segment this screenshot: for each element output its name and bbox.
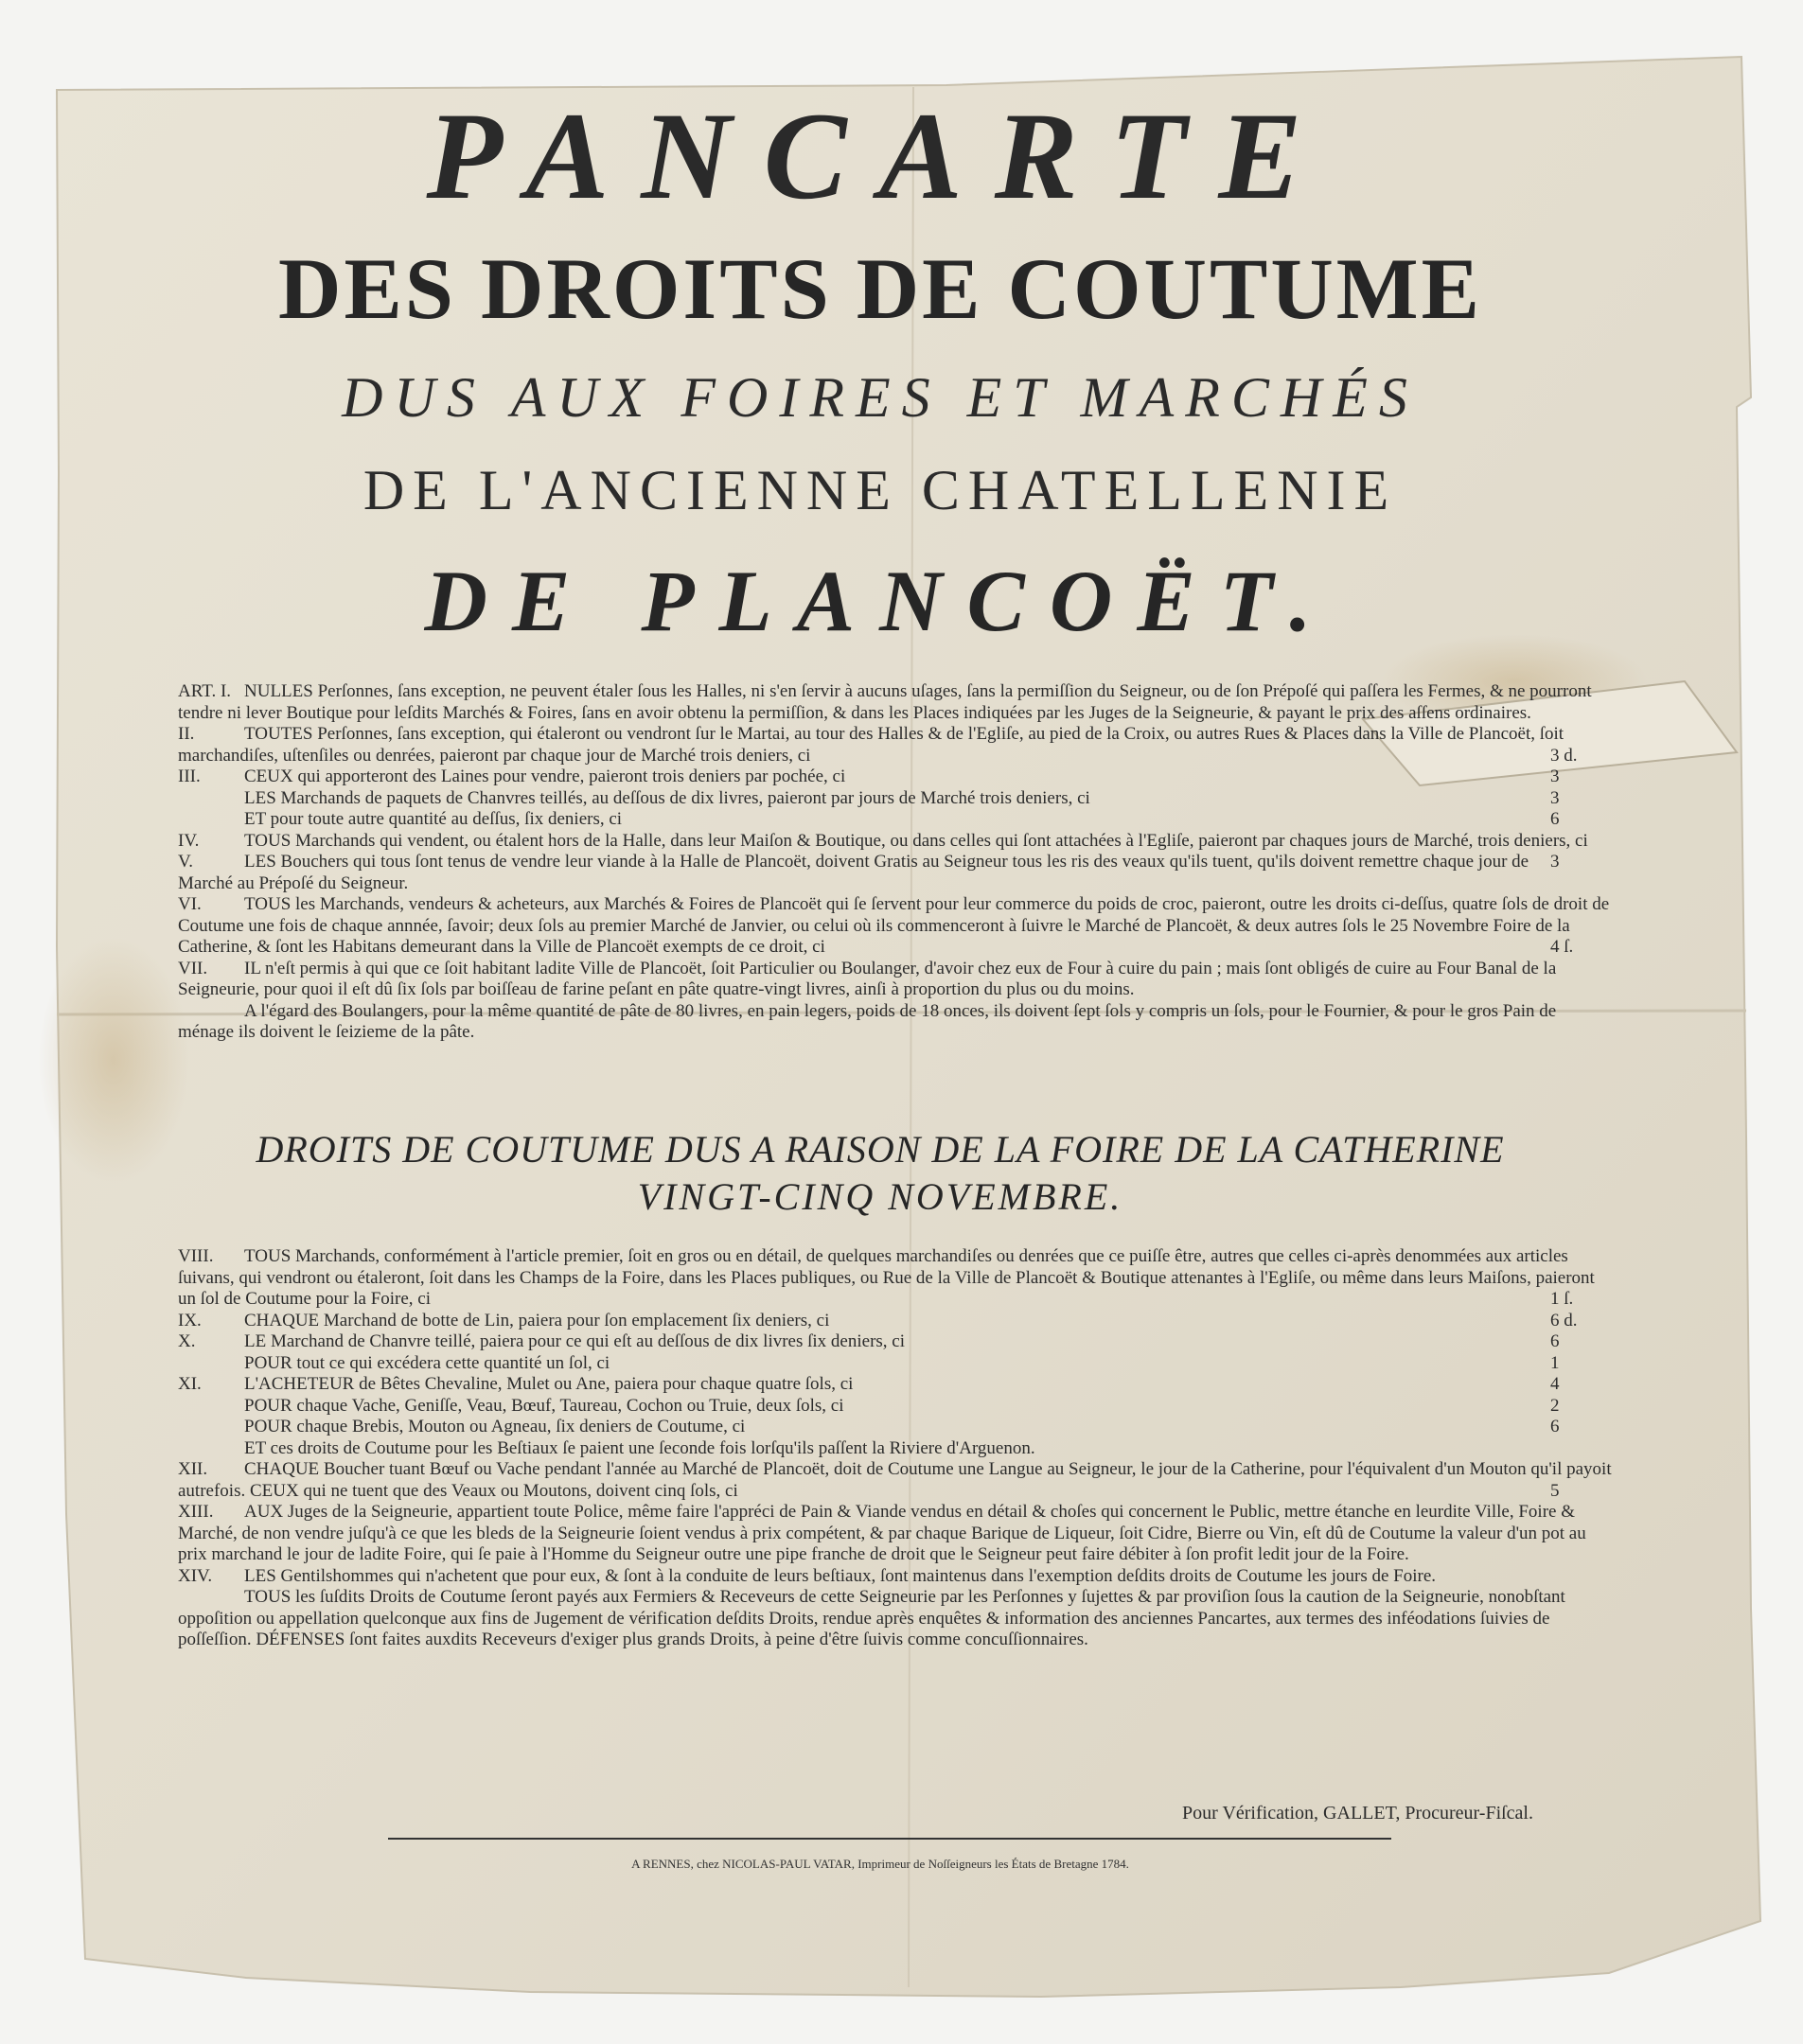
article-row: TOUS les ſuſdits Droits de Coutume ſeront payés aux Fermiers & Receveurs de cette Seigneurie par les Perſonnes y ſujettes & par proviſion ſous la caution de la Seigneurie, nonobſtant oppoſition ou appellation quelconque aux fins de Jugement de vérification deſdits Droits, rendue après enquêtes & information des anciennes Pancartes, aux termes des inféodations ſuivies de poſſeſſion. DÉFENSES ſont faites auxdits Receveurs d'exiger plus grands Droits, à peine d'être ſuivis comme concuſſionnaires. <box>178 1587 1565 1649</box>
printer-imprint: A RENNES, chez NICOLAS-PAUL VATAR, Imprimeur de Noſſeigneurs les États de Bretagne 1784. <box>631 1857 1129 1871</box>
title-droits-de-coutume: DES DROITS DE COUTUME <box>278 240 1482 337</box>
articles-section-1 <box>178 681 1617 1044</box>
article-row: III. CEUX qui apporteront des Laines pour vendre, paieront trois deniers par pochée, ci 3 <box>178 766 1560 786</box>
article-row: VI. TOUS les Marchands, vendeurs & acheteurs, aux Marchés & Foires de Plancoët qui ſe ſervent pour leur commerce du poids de croc, paieront, outre les droits ci-deſſus, quatre ſols de droit de Coutume une fois de chaque annnée, ſavoir; deux ſols au premier Marché de Janvier, ou celui où ils commenceront à ſuivre le Marché de Plancoët, & deux autres ſols le 25 Novembre Foire de la Catherine, & ſont les Habitans demeurant dans la Ville de Plancoët exempts de ce droit, ci 4 ſ. <box>178 894 1610 957</box>
article-row: V. LES Bouchers qui tous ſont tenus de vendre leur viande à la Halle de Plancoët, doivent Gratis au Seigneur tous les ris des veaux qu'ils tuent, qu'ils doivent remettre chaque jour de Marché au Prépoſé du Seigneur. <box>178 852 1529 893</box>
article-row: ART. I. NULLES Perſonnes, ſans exception, ne peuvent étaler ſous les Halles, ni s'en ſervir à aucuns uſages, ſans la permiſſion du Seigneur, ou de ſon Prépoſé qui paſſera les Fermes, & ne pourront tendre ni lever Boutique pour leſdits Marchés & Foires, ſans en avoir obtenu la permiſſion, & dans les Places indiquées par les Juges de la Seigneurie, & payant le prix des aſſens ordinaires. <box>178 681 1592 723</box>
article-row: X. LE Marchand de Chanvre teillé, paiera pour ce qui eſt au deſſous de dix livres ſix deniers, ci 6 <box>178 1331 1560 1351</box>
article-row: XII. CHAQUE Boucher tuant Bœuf ou Vache pendant l'année au Marché de Plancoët, doit de Coutume une Langue au Seigneur, le jour de la Catherine, pour l'équivalent d'un Mouton qu'il payoit autrefois. CEUX qui ne tuent que des Veaux ou Moutons, doivent cinq ſols, ci 5 <box>178 1459 1612 1501</box>
article-row: A l'égard des Boulangers, pour la même quantité de pâte de 80 livres, en pain legers, poids de 18 onces, ils doivent ſept ſols y compris un ſols, pour le Fournier, & pour le gros Pain de ménage ils doivent le ſeizieme de la pâte. <box>178 1000 1557 1042</box>
poster-content <box>142 76 1618 1968</box>
article-row: IX. CHAQUE Marchand de botte de Lin, paiera pour ſon emplacement ſix deniers, ci 6 d. <box>178 1310 1578 1330</box>
title-plancoet: DE PLANCOËT. <box>424 553 1336 649</box>
articles-section-2 <box>178 1246 1617 1651</box>
article-row: ET ces droits de Coutume pour les Beſtiaux ſe paient une ſeconde fois lorſqu'ils paſſent la Riviere d'Arguenon. <box>244 1437 1035 1458</box>
title-pancarte: PANCARTE <box>426 86 1335 225</box>
title-chatellenie: DE L'ANCIENNE CHATELLENIE <box>362 459 1398 521</box>
subtitle-vingt-cinq-novembre: VINGT-CINQ NOVEMBRE. <box>637 1175 1123 1218</box>
article-row: II. TOUTES Perſonnes, ſans exception, qui étaleront ou vendront ſur le Martai, au tour des Halles & de l'Egliſe, au pied de la Croix, ou autres Rues & Places dans la Ville de Plancoët, ſoit marchandiſes, uſtenſiles ou denrées, paieront par chaque jour de Marché trois deniers, ci 3 d. <box>178 724 1578 766</box>
article-row: VII. IL n'eſt permis à qui que ce ſoit habitant ladite Ville de Plancoët, ſoit Particulier ou Boulanger, d'avoir chez eux de Four à cuire du pain ; mais ſont obligés de cuire au Four Banal de la Seigneurie, pour quoi il eſt dû ſix ſols par boiſſeau de farine peſant en pâte quatre-vingt livres, ainſi à proportion du plus ou du moins. <box>178 958 1557 999</box>
article-row: XI. L'ACHETEUR de Bêtes Chevaline, Mulet ou Ane, paiera pour chaque quatre ſols, ci 4 <box>178 1374 1560 1394</box>
article-row: IV. TOUS Marchands qui vendent, ou étalent hors de la Halle, dans leur Maiſon & Boutique, ou dans celles qui ſont attachées à l'Egliſe, paieront par chaques jours de Marché, trois deniers, ci 3 <box>178 830 1588 872</box>
verification-signature: Pour Vérification, GALLET, Procureur-Fiſcal. <box>1182 1803 1533 1824</box>
divider-rule <box>388 1838 1391 1840</box>
title-foires-et-marches: DUS AUX FOIRES ET MARCHÉS <box>342 366 1419 429</box>
article-row: XIII. AUX Juges de la Seigneurie, appartient toute Police, même faire l'appréci de Pain & Viande vendus en détail & choſes qui concernent le Public, mettre étanche en leurdite Ville, Foire & Marché, de non vendre juſqu'à ce que les bleds de la Seigneurie ſoient vendus à prix compétent, & par chaque Barique de Liqueur, ſoit Cidre, Bierre ou Vin, eſt dû de Coutume la valeur d'un pot au prix marchand le jour de ladite Foire, qui ſe paie à l'Homme du Seigneur outre une pipe franche de droit que le Seigneur peut faire débiter à ſon profit ledit jour de la Foire. <box>178 1502 1586 1564</box>
article-row: POUR chaque Brebis, Mouton ou Agneau, ſix deniers de Coutume, ci 6 <box>244 1417 1560 1436</box>
article-row: POUR tout ce qui excédera cette quantité un ſol, ci 1 <box>244 1352 1560 1373</box>
article-row: XIV. LES Gentilshommes qui n'achetent que pour eux, & ſont à la conduite de leurs beſtiaux, ſont maintenus dans l'exemption deſdits droits de Coutume les jours de Foire. <box>178 1565 1437 1586</box>
article-row: POUR chaque Vache, Geniſſe, Veau, Bœuf, Taureau, Cochon ou Truie, deux ſols, ci 2 <box>244 1395 1560 1416</box>
article-row: VIII. TOUS Marchands, conformément à l'article premier, ſoit en gros ou en détail, de quelques marchandiſes ou denrées que ce puiſſe être, autres que celles ci-après denommées aux articles ſuivans, qui vendront ou étaleront, ſoit dans les Champs de la Foire, dans les Places publiques, ou Rue de la Ville de Plancoët & Boutique attenantes à l'Egliſe, ou même dans leurs Maiſons, paieront un ſol de Coutume pour la Foire, ci 1 ſ. <box>178 1246 1595 1309</box>
article-row: LES Marchands de paquets de Chanvres teillés, au deſſous de dix livres, paieront par jours de Marché trois deniers, ci 3 <box>244 787 1560 808</box>
article-row: ET pour toute autre quantité au deſſus, ſix deniers, ci 6 <box>244 809 1560 829</box>
subtitle-foire-catherine: DROITS DE COUTUME DUS A RAISON DE LA FOIRE DE LA CATHERINE <box>256 1128 1505 1171</box>
